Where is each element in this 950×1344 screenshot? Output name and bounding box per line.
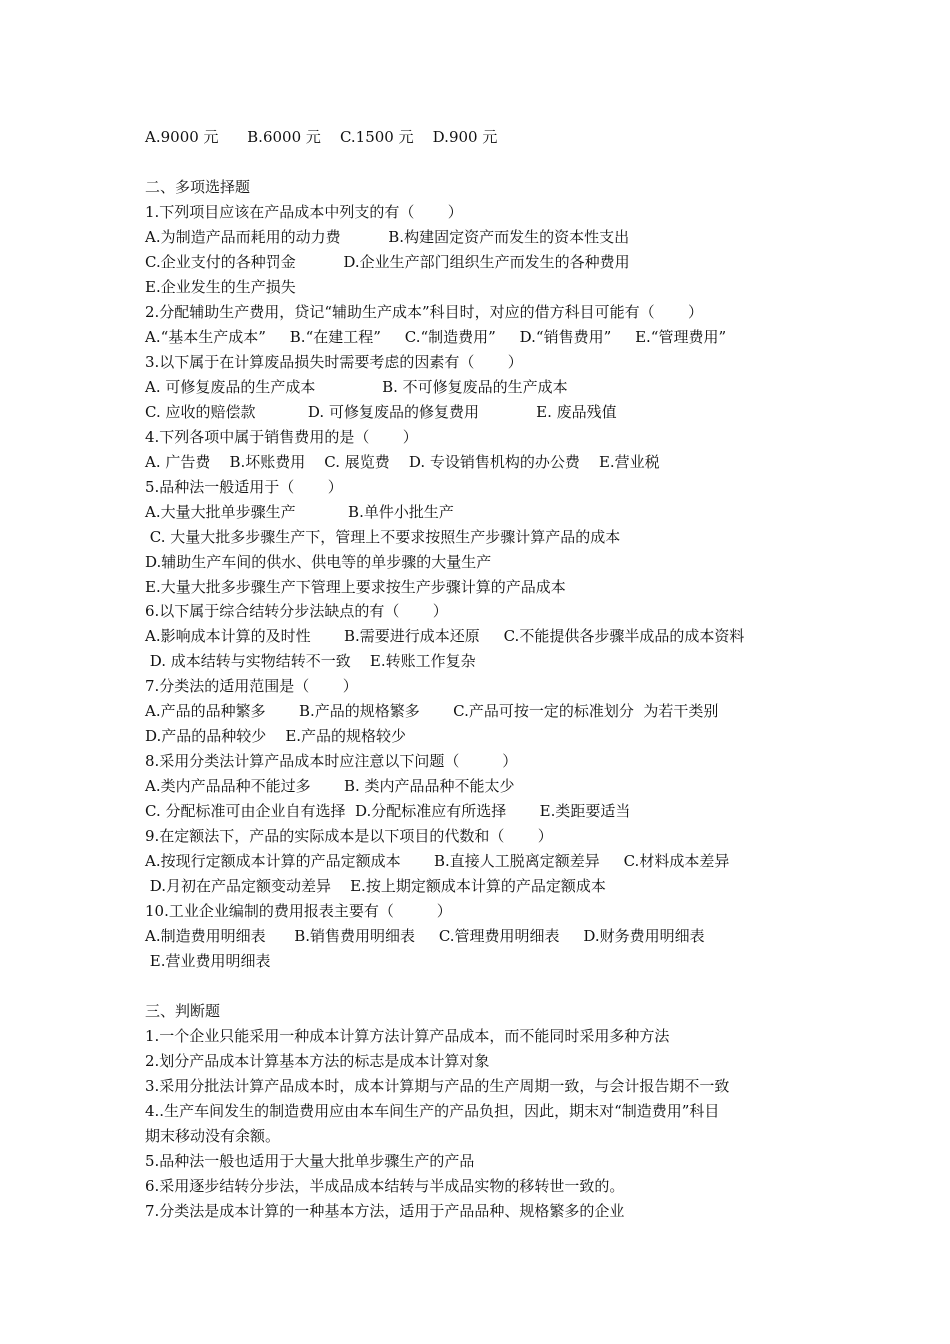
question-4: 4.下列各项中属于销售费用的是（ ） xyxy=(145,428,418,446)
question-5: 5.品种法一般适用于（ ） xyxy=(145,478,343,496)
statement-6: 6.采用逐步结转分步法，半成品成本结转与半成品实物的移转世一致的。 xyxy=(145,1177,625,1195)
options-3-ab: A. 可修复废品的生产成本 B. 不可修复废品的生产成本 xyxy=(145,378,568,396)
statement-2: 2.划分产品成本计算基本方法的标志是成本计算对象 xyxy=(145,1052,490,1070)
question-8: 8.采用分类法计算产品成本时应注意以下问题（ ） xyxy=(145,752,518,770)
options-10-e: E.营业费用明细表 xyxy=(145,952,271,970)
question-1: 1.下列项目应该在产品成本中列支的有（ ） xyxy=(145,203,463,221)
options-5-d: D.辅助生产车间的供水、供电等的单步骤的大量生产 xyxy=(145,553,492,571)
options-2: A.“基本生产成本” B.“在建工程” C.“制造费用” D.“销售费用” E.“管理费用” xyxy=(145,328,727,346)
options-4: A. 广告费 B.坏账费用 C. 展览费 D. 专设销售机构的办公费 E.营业税 xyxy=(145,453,660,471)
statement-3: 3.采用分批法计算产品成本时，成本计算期与产品的生产周期一致，与会计报告期不一致 xyxy=(145,1077,730,1095)
options-5-ab: A.大量大批单步骤生产 B.单件小批生产 xyxy=(145,503,454,521)
question-6: 6.以下属于综合结转分步法缺点的有（ ） xyxy=(145,602,448,620)
options-10-abcd: A.制造费用明细表 B.销售费用明细表 C.管理费用明细表 D.财务费用明细表 xyxy=(145,927,705,945)
statement-1: 1.一个企业只能采用一种成本计算方法计算产品成本，而不能同时采用多种方法 xyxy=(145,1027,670,1045)
options-1-e: E.企业发生的生产损失 xyxy=(145,278,296,296)
options-8-cde: C. 分配标准可由企业自有选择 D.分配标准应有所选择 E.类距要适当 xyxy=(145,802,631,820)
answer-options-prev: A.9000 元 B.6000 元 C.1500 元 D.900 元 xyxy=(145,128,498,146)
section-heading-multiple-choice: 二、多项选择题 xyxy=(145,178,251,196)
statement-7: 7.分类法是成本计算的一种基本方法，适用于产品品种、规格繁多的企业 xyxy=(145,1202,625,1220)
options-5-e: E.大量大批多步骤生产下管理上要求按生产步骤计算的产品成本 xyxy=(145,578,566,596)
options-9-de: D.月初在产品定额变动差异 E.按上期定额成本计算的产品定额成本 xyxy=(145,877,606,895)
options-6-abc: A.影响成本计算的及时性 B.需要进行成本还原 C.不能提供各步骤半成品的成本资料 xyxy=(145,627,745,645)
question-9: 9.在定额法下，产品的实际成本是以下项目的代数和（ ） xyxy=(145,827,553,845)
question-3: 3.以下属于在计算废品损失时需要考虑的因素有（ ） xyxy=(145,353,523,371)
options-5-c: C. 大量大批多步骤生产下，管理上不要求按照生产步骤计算产品的成本 xyxy=(145,528,621,546)
section-heading-true-false: 三、判断题 xyxy=(145,1002,221,1020)
statement-5: 5.品种法一般也适用于大量大批单步骤生产的产品 xyxy=(145,1152,475,1170)
options-9-abc: A.按现行定额成本计算的产品定额成本 B.直接人工脱离定额差异 C.材料成本差异 xyxy=(145,852,730,870)
question-10: 10.工业企业编制的费用报表主要有（ ） xyxy=(145,902,452,920)
options-7-abc: A.产品的品种繁多 B.产品的规格繁多 C.产品可按一定的标准划分 为若干类别 xyxy=(145,702,719,720)
options-7-de: D.产品的品种较少 E.产品的规格较少 xyxy=(145,727,407,745)
question-7: 7.分类法的适用范围是（ ） xyxy=(145,677,358,695)
statement-4: 4..生产车间发生的制造费用应由本车间生产的产品负担，因此，期末对“制造费用”科目 xyxy=(145,1102,720,1120)
options-6-de: D. 成本结转与实物结转不一致 E.转账工作复杂 xyxy=(145,652,476,670)
options-8-ab: A.类内产品品种不能过多 B. 类内产品品种不能太少 xyxy=(145,777,515,795)
options-1-ab: A.为制造产品而耗用的动力费 B.构建固定资产而发生的资本性支出 xyxy=(145,228,630,246)
statement-4-continued: 期末移动没有余额。 xyxy=(145,1127,281,1145)
options-1-cd: C.企业支付的各种罚金 D.企业生产部门组织生产而发生的各种费用 xyxy=(145,253,630,271)
options-3-cde: C. 应收的赔偿款 D. 可修复废品的修复费用 E. 废品残值 xyxy=(145,403,617,421)
question-2: 2.分配辅助生产费用，贷记“辅助生产成本”科目时，对应的借方科目可能有（ ） xyxy=(145,303,704,321)
